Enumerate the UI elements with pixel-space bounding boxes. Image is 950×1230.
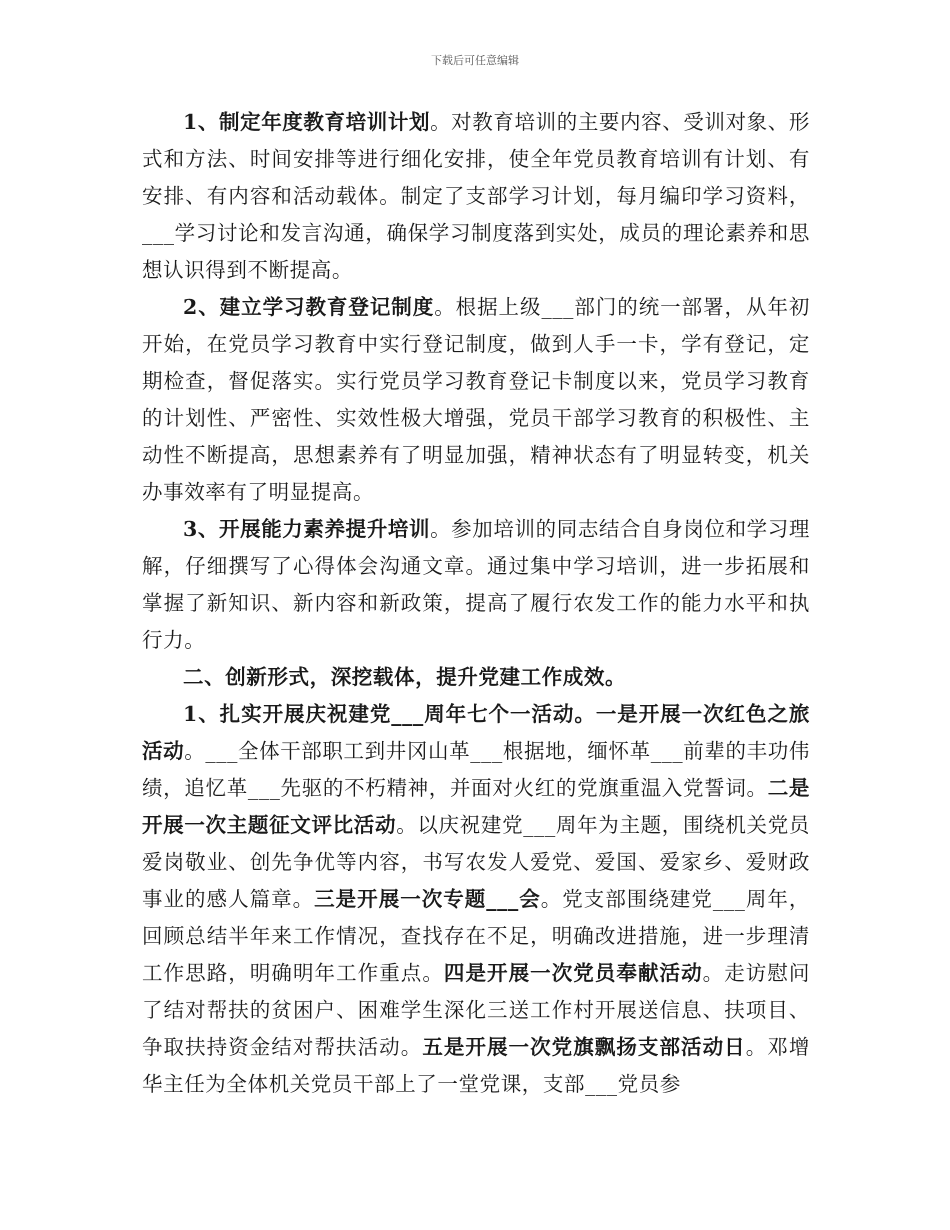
paragraph-lead: 3、开展能力素养提升培训: [183, 517, 431, 541]
activity-text-1: 。___全体干部职工到井冈山革___根据地，缅怀革___前辈的丰功伟绩，追忆革___先驱的不朽精神，并面对火红的党旗重温入党誓词。: [142, 739, 810, 800]
activity-lead-4: 四是开展一次党员奉献活动: [443, 961, 703, 985]
page-header: 下载后可任意编辑: [431, 54, 519, 67]
activity-lead-2: 二是开展一次主题征文评比活动: [142, 776, 811, 837]
activity-text-2: 。以庆祝建党___周年为主题，围绕机关党员爱岗敬业、创先争优等内容，书写农发人爱党、爱国、爱家乡、爱财政事业的感人篇章。: [142, 813, 810, 911]
activity-text-4: 。走访慰问了结对帮扶的贫困户、困难学生深化三送工作村开展送信息、扶项目、争取扶持资金结对帮扶活动。: [142, 961, 811, 1059]
activity-text-5: 。邓增华主任为全体机关党员干部上了一堂党课，支部___党员参: [142, 1035, 810, 1096]
paragraph-seven-activities: [142, 696, 810, 1103]
activity-lead-5: 五是开展一次党旗飘扬支部活动日: [422, 1035, 746, 1059]
paragraph-lead: 1、制定年度教育培训计划: [183, 110, 431, 134]
activity-text-3: 。党支部围绕建党___周年，回顾总结半年来工作情况，查找存在不足，明确改进措施，进一步理清工作思路，明确明年工作重点。: [142, 887, 810, 985]
paragraph-text: 。参加培训的同志结合自身岗位和学习理解，仔细撰写了心得体会沟通文章。通过集中学习培训，进一步拓展和掌握了新知识、新内容和新政策，提高了履行农发工作的能力水平和执行力。: [142, 517, 810, 652]
paragraph-lead: 2、建立学习教育登记制度: [183, 295, 435, 319]
paragraph-training-plan: [142, 104, 810, 289]
paragraph-text: 。对教育培训的主要内容、受训对象、形式和方法、时间安排等进行细化安排，使全年党员教育培训有计划、有安排、有内容和活动载体。制定了支部学习计划，每月编印学习资料，___学习讨论和发言沟通，确保学习制度落到实处，成员的理论素养和思想认识得到不断提高。: [142, 110, 810, 282]
paragraph-registration-system: [142, 289, 810, 511]
section-heading: 二、创新形式，深挖载体，提升党建工作成效。: [183, 665, 627, 689]
paragraph-capability-training: [142, 511, 810, 659]
paragraph-text: 。根据上级___部门的统一部署，从年初开始，在党员学习教育中实行登记制度，做到人手一卡，学有登记，定期检查，督促落实。实行党员学习教育登记卡制度以来，党员学习教育的计划性、严密性、实效性极大增强，党员干部学习教育的积极性、主动性不断提高，思想素养有了明显加强，精神状态有了明显转变，机关办事效率有了明显提高。: [142, 295, 810, 504]
document-body: [142, 104, 810, 1103]
activity-lead-3: 三是开展一次专题___会: [314, 887, 541, 911]
activity-lead-1: 1、扎实开展庆祝建党___周年七个一活动。一是开展一次红色之旅活动: [142, 702, 810, 763]
